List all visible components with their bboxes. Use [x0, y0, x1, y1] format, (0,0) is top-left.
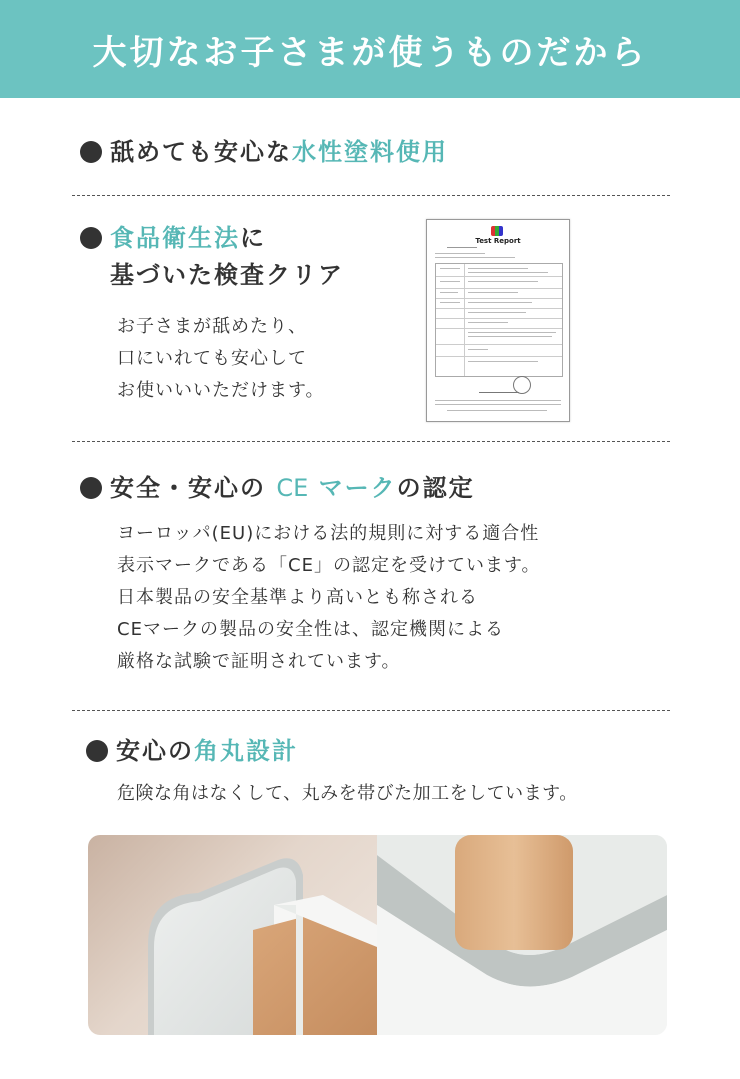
body-line: お子さまが舐めたり、	[117, 316, 307, 337]
section3-heading-accent: マーク	[318, 474, 397, 502]
body-line: 表示マークである「CE」の認定を受けています。	[117, 555, 541, 576]
body-line: 日本製品の安全基準より高いとも称される	[117, 587, 478, 608]
document-table	[435, 263, 563, 377]
section4-heading-accent: 角丸設計	[194, 737, 298, 765]
section3-body	[117, 518, 541, 678]
bullet-icon	[80, 477, 102, 499]
body-line: ヨーロッパ(EU)における法的規則に対する適合性	[117, 523, 540, 544]
section3-heading	[80, 469, 475, 507]
header-banner	[0, 0, 740, 98]
section4-heading-plain: 安心の	[116, 737, 194, 765]
bullet-icon	[80, 227, 102, 249]
section4-heading	[86, 732, 298, 770]
section2-heading	[80, 219, 266, 257]
divider	[72, 710, 670, 711]
test-report-document	[426, 219, 570, 422]
rounded-corner-photo-left	[88, 835, 377, 1035]
section2-heading-accent: 食品衛生法	[110, 224, 240, 252]
ce-mark-logo: CE	[276, 474, 309, 502]
body-line: 口にいれても安心して	[117, 348, 307, 369]
rounded-corner-photo-right	[377, 835, 667, 1035]
section1-heading-accent: 水性塗料使用	[292, 138, 448, 166]
section2-body	[117, 311, 325, 407]
stamp-icon	[513, 376, 531, 394]
section1-heading	[80, 133, 448, 171]
banner-title: 大切なお子さまが使うものだから	[92, 32, 648, 73]
document-title: Test Report	[475, 237, 521, 245]
bullet-icon	[86, 740, 108, 762]
section3-heading-plain2: の認定	[396, 474, 475, 502]
body-line: 厳格な試験で証明されています。	[117, 651, 401, 672]
section4-body: 危険な角はなくして、丸みを帯びた加工をしています。	[117, 783, 578, 804]
section2-heading-plain: に	[240, 224, 266, 252]
divider	[72, 441, 670, 442]
section1-heading-plain: 舐めても安心な	[110, 138, 292, 166]
bullet-icon	[80, 141, 102, 163]
section2-heading-line2: 基づいた検査クリア	[110, 261, 344, 289]
section3-heading-plain: 安全・安心の	[110, 474, 266, 502]
divider	[72, 195, 670, 196]
body-line: CEマークの製品の安全性は、認定機関による	[117, 619, 504, 640]
lab-logo-icon	[491, 226, 503, 236]
body-line: お使いいいただけます。	[117, 380, 325, 401]
